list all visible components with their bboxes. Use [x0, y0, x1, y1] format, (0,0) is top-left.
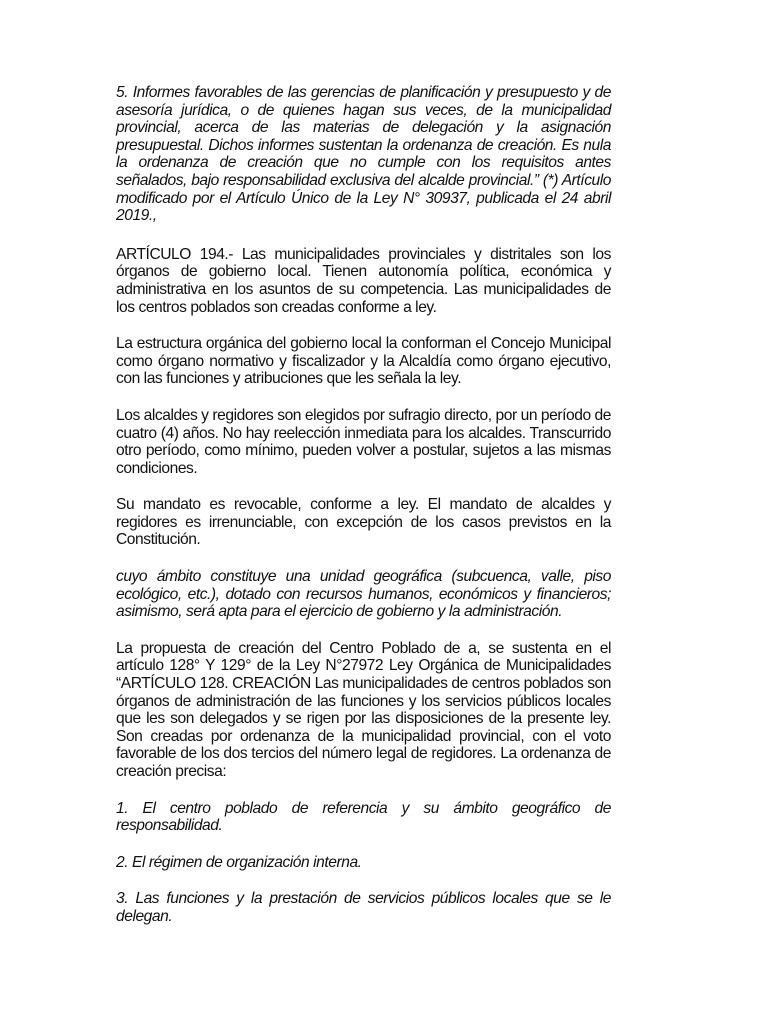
paragraph-estructura-organica: La estructura orgánica del gobierno local la conforman el Concejo Municipal como órgano normativo y fiscalizador y la Alcaldía como órgano ejecutivo, con las funciones y atribuciones que les señala la ley. — [116, 335, 611, 388]
document-body — [116, 84, 611, 926]
list-item-2: 2. El régimen de organización interna. — [116, 853, 362, 871]
list-item-1: 1. El centro poblado de referencia y su ámbito geográfico de responsabilidad. — [116, 799, 611, 835]
paragraph-mandato-revocable: Su mandato es revocable, conforme a ley. El mandato de alcaldes y regidores es irrenunciable, con excepción de los casos previstos en la Constitución. — [116, 496, 611, 549]
paragraph-alcaldes-regidores: Los alcaldes y regidores son elegidos por sufragio directo, por un período de cuatro (4) años. No hay reelección inmediata para los alcaldes. Transcurrido otro período, como mínimo, pueden volver a postular, sujetos a las mismas condiciones. — [116, 406, 611, 477]
paragraph-ambito-geografico: cuyo ámbito constituye una unidad geográfica (subcuenca, valle, piso ecológico, etc.), dotado con recursos humanos, económicos y financieros; asimismo, será apta para el ejercicio de gobierno y la administración. — [116, 568, 611, 621]
paragraph-articulo-194: ARTÍCULO 194.- Las municipalidades provinciales y distritales son los órganos de gobierno local. Tienen autonomía política, económica y administrativa en los asuntos de su competencia. Las municipalidades de los centros poblados son creadas conforme a ley. — [116, 245, 611, 316]
paragraph-propuesta-creacion: La propuesta de creación del Centro Poblado de a, se sustenta en el artículo 128° Y 129° de la Ley N°27972 Ley Orgánica de Municipalidades “ARTÍCULO 128. CREACIÓN Las municipalidades de centros poblados son órganos de administración de las funciones y los servicios públicos locales que les son delegados y se rigen por las disposiciones de la presente ley. Son creadas por ordenanza de la municipalidad provincial, con el voto favorable de los dos tercios del número legal de regidores. La ordenanza de creación precisa: — [116, 639, 611, 780]
list-item-3: 3. Las funciones y la prestación de servicios públicos locales que se le delegan. — [116, 890, 611, 925]
paragraph-informes-favorables: 5. Informes favorables de las gerencias de planificación y presupuesto y de asesoría jurídica, o de quienes hagan sus veces, de la municipalidad provincial, acerca de las materias de delegación y la asignación presupuestal. Dichos informes sustentan la ordenanza de creación. Es nula la ordenanza de creación que no cumple con los requisitos antes señalados, bajo responsabilidad exclusiva del alcalde provincial.” (*) Artículo modificado por el Artículo Único de la Ley N° 30937, publicada el 24 abril 2019., — [116, 84, 611, 225]
